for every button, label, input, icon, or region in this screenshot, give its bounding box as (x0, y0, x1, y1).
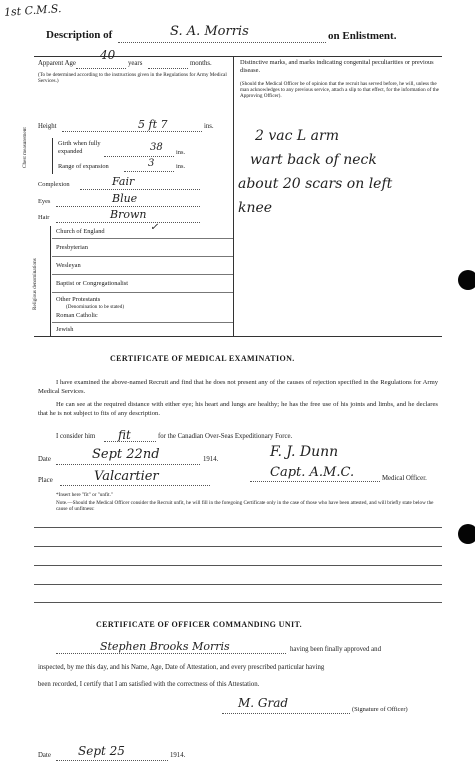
medical-date-label: Date (38, 456, 51, 463)
religion-row-rule (52, 274, 233, 275)
girth-line (104, 156, 174, 157)
months-line (148, 68, 188, 69)
religion-row-rule (52, 292, 233, 293)
apparent-age-label: Apparent Age (38, 60, 76, 67)
medical-officer-signature: F. J. Dunn (270, 444, 339, 460)
girth-value: 38 (150, 142, 163, 153)
unfitness-line-2 (34, 546, 442, 547)
officer-line (250, 481, 380, 482)
medical-paragraph-1: I have examined the above-named Recruit and find that he does not present any of the causes of rejection specified in the Regulations for Army Medical Services. (38, 379, 438, 395)
consider-label: I consider him (56, 433, 96, 440)
officer-line3: been recorded, I certify that I am satisfied with the correctness of this Attestation. (38, 681, 260, 688)
eyes-value: Blue (112, 192, 138, 205)
religion-check-mark: ✓ (150, 222, 159, 233)
eyes-line (56, 206, 200, 207)
punch-hole-top (458, 270, 475, 290)
table-top-rule (34, 56, 442, 57)
complexion-value: Fair (112, 175, 135, 188)
officer-signature-label: (Signature of Officer) (352, 706, 408, 713)
apparent-age-value: 40 (100, 48, 116, 62)
recruit-name: S. A. Morris (170, 24, 249, 39)
place-label: Place (38, 477, 53, 484)
religion-bracket (50, 226, 51, 336)
age-line (76, 68, 126, 69)
complexion-line (80, 189, 200, 190)
officer-date-year: 1914. (170, 752, 186, 759)
hair-label: Hair (38, 214, 50, 221)
header-title-left: Description of (46, 29, 113, 41)
name-line (118, 42, 326, 43)
eyes-label: Eyes (38, 198, 51, 205)
girth-label: Girth when fully expanded (58, 140, 101, 155)
religion-row-rule (52, 322, 233, 323)
unfitness-line-5 (34, 602, 442, 603)
religion-row-rule (52, 256, 233, 257)
height-unit: ins. (204, 123, 214, 130)
religion-wesleyan: Wesleyan (56, 262, 81, 269)
marks-line-4: knee (238, 200, 273, 216)
expansion-value: 3 (148, 158, 155, 169)
place-line (60, 485, 210, 486)
officer-certificate-title: CERTIFICATE OF OFFICER COMMANDING UNIT. (96, 620, 303, 629)
religion-church-of-england: Church of England (56, 228, 105, 235)
officer-date-line (56, 760, 168, 761)
recruit-name-line (56, 653, 286, 654)
expansion-label: Range of expansion (58, 163, 109, 170)
complexion-label: Complexion (38, 181, 70, 188)
officer-date-value: Sept 25 (78, 744, 125, 758)
medical-certificate-title: CERTIFICATE OF MEDICAL EXAMINATION. (110, 354, 295, 363)
officer-date-label: Date (38, 752, 51, 759)
distinctive-marks-title: Distinctive marks, and marks indicating congenital peculiarities or previous disease. (240, 59, 434, 74)
officer-signature-line (222, 713, 350, 714)
religion-row-rule (52, 238, 233, 239)
medical-date-value: Sept 22nd (92, 447, 160, 462)
religion-other-sub: (Denomination to be stated) (66, 304, 125, 310)
recruit-full-name: Stephen Brooks Morris (100, 640, 230, 653)
height-value: 5 ft 7 (138, 118, 168, 131)
header-title-right: on Enlistment. (328, 30, 397, 42)
age-note: (To be determined according to the instructions given in the Regulations for Army Medical Services.) (38, 72, 227, 84)
height-label: Height (38, 123, 57, 130)
column-divider (233, 56, 234, 336)
officer-line1-suffix: having been finally approved and (290, 646, 381, 653)
unfitness-line-4 (34, 584, 442, 585)
insert-note: *Insert here "fit" or "unfit." (56, 492, 114, 498)
consider-suffix: for the Canadian Over-Seas Expeditionary Force. (158, 433, 293, 440)
hair-line (56, 222, 200, 223)
expansion-unit: ins. (176, 163, 186, 170)
months-label: months. (190, 60, 212, 67)
place-value: Valcartier (94, 469, 159, 484)
medical-officer-label: Medical Officer. (382, 475, 427, 482)
unfitness-line-1 (34, 527, 442, 528)
commanding-officer-signature: M. Grad (238, 696, 289, 710)
religion-jewish: Jewish (56, 326, 74, 333)
officer-line2: inspected, by me this day, and his Name, Age, Date of Attestation, and every prescribed particular having (38, 664, 325, 671)
medical-note: Note.—Should the Medical Officer consider the Recruit unfit, he will fill in the foregoing Certificate only in the case of those who have been attested, and will briefly state below the cause of unfitness: (56, 500, 434, 512)
chest-bracket (52, 138, 53, 174)
marks-line-3: about 20 scars on left (238, 176, 393, 192)
medical-date-year: 1914. (203, 456, 219, 463)
religion-presbyterian: Presbyterian (56, 244, 88, 251)
medical-date-line (56, 464, 200, 465)
expansion-line (124, 171, 174, 172)
punch-hole-bottom (458, 524, 475, 544)
height-line (62, 131, 202, 132)
consider-line (104, 441, 156, 442)
hair-value: Brown (110, 208, 147, 221)
table-bottom-rule (34, 336, 442, 337)
medical-officer-rank: Capt. A.M.C. (270, 465, 355, 480)
religion-roman-catholic: Roman Catholic (56, 312, 98, 319)
chest-group-label: Chest measurement (22, 127, 28, 168)
years-label: years (128, 60, 143, 67)
marks-line-1: 2 vac L arm (255, 128, 339, 144)
distinctive-marks-note: (Should the Medical Officer be of opinion that the recruit has served before, he will, unless the man acknowledges to any previous service, attach a slip to that effect, for the information of the Approving Officer). (240, 81, 439, 99)
medical-paragraph-2: He can see at the required distance with either eye; his heart and lungs are healthy; he has the free use of his joints and limbs, and he declares that he is not subject to fits of any description. (38, 401, 438, 417)
marks-line-2: wart back of neck (250, 152, 377, 168)
girth-unit: ins. (176, 149, 186, 156)
religion-baptist: Baptist or Congregationalist (56, 280, 129, 287)
consider-value: fit (118, 428, 131, 442)
unfitness-line-3 (34, 565, 442, 566)
religion-group-label: Religious denominations (32, 258, 38, 310)
corner-annotation: 1st C.M.S. (3, 2, 62, 19)
religion-other-protestants: Other Protestants (56, 296, 101, 303)
